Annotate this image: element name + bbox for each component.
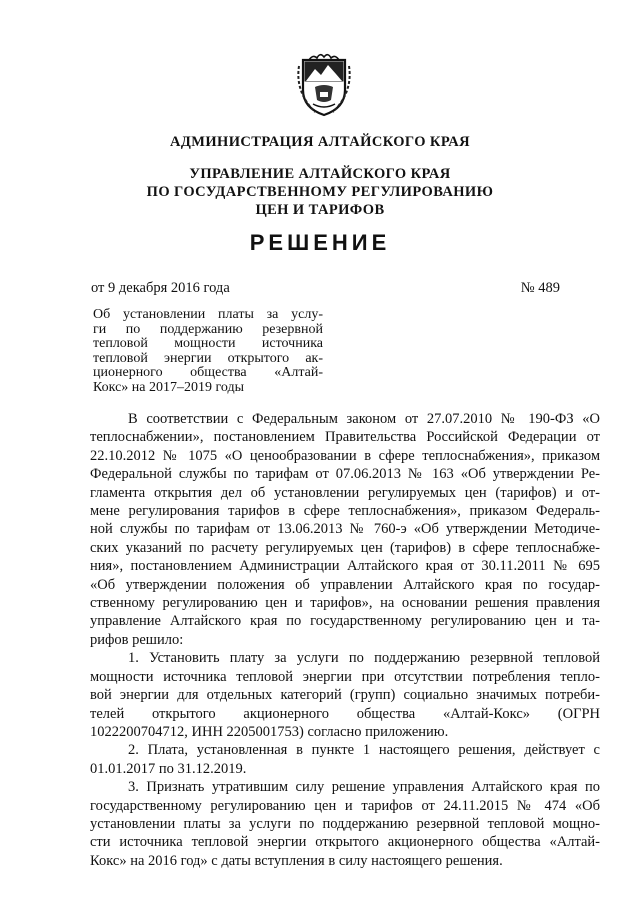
- item2-line: 2. Плата, установленная в пункте 1 настоящего решения, действует с: [128, 742, 600, 759]
- item1-line: вой энергии для отдельных категорий (групп) социально значимых потреби-: [90, 687, 600, 704]
- preamble-line: мене регулирования тарифов в сфере теплоснабжения», приказом Федераль-: [90, 503, 600, 520]
- document-type-title: РЕШЕНИЕ: [249, 230, 391, 255]
- coat-of-arms-emblem: [295, 52, 353, 118]
- preamble-line: теплоснабжении», постановлением Правительства Российской Федерации от: [90, 429, 600, 446]
- item1-line: 1022200704712, ИНН 2205001753) согласно приложению.: [90, 723, 449, 740]
- administration-heading: АДМИНИСТРАЦИЯ АЛТАЙСКОГО КРАЯ: [170, 134, 470, 150]
- preamble-line: ной службы по тарифам от 13.06.2013 № 760-э «Об утверждении Методиче-: [90, 521, 600, 538]
- department-line: УПРАВЛЕНИЕ АЛТАЙСКОГО КРАЯ: [189, 166, 451, 182]
- item3-line: 3. Признать утратившим силу решение управления Алтайского края по: [128, 779, 600, 796]
- department-line: ПО ГОСУДАРСТВЕННОМУ РЕГУЛИРОВАНИЮ: [146, 184, 494, 200]
- preamble-line: ния», постановлением Администрации Алтайского края от 30.11.2011 № 695: [90, 558, 600, 575]
- preamble-line: гламента открытия дел об установлении регулируемых цен (тарифов) и от-: [90, 484, 600, 501]
- item3-line: Кокс» на 2016 год» с даты вступления в силу настоящего решения.: [90, 852, 503, 869]
- subject-line: Об установлении платы за услу-: [93, 307, 323, 322]
- item1-line: 1. Установить плату за услуги по поддержанию резервной тепловой: [128, 650, 600, 667]
- item1-line: телей открытого акционерного общества «Алтай-Кокс» (ОГРН: [90, 705, 600, 722]
- preamble-line: ственному регулированию цен и тарифов», на основании решения правления: [90, 595, 600, 612]
- subject-line: тепловой энергии открытого ак-: [93, 350, 323, 366]
- preamble-line: 22.10.2012 № 1075 «О ценообразовании в сфере теплоснабжения», приказом: [90, 447, 600, 464]
- department-line: ЦЕН И ТАРИФОВ: [255, 202, 385, 218]
- preamble-line: «Об утверждении положения об управлении Алтайского края по государ-: [90, 576, 600, 593]
- preamble-line: ских указаний по расчету регулируемых цен (тарифов) в сфере теплоснабже-: [90, 539, 600, 556]
- preamble-line: В соответствии с Федеральным законом от 27.07.2010 № 190-ФЗ «О: [128, 411, 600, 427]
- document-subject: [93, 308, 323, 396]
- preamble-line: Федеральной службы по тарифам от 07.06.2013 № 163 «Об утверждении Ре-: [90, 466, 600, 483]
- item3-line: государственному регулированию цен и тарифов от 24.11.2015 № 474 «Об: [90, 797, 600, 814]
- document-date: от 9 декабря 2016 года: [91, 280, 230, 296]
- preamble-line: управление Алтайского края по государственному регулированию цен и та-: [90, 613, 600, 630]
- item2-line: 01.01.2017 по 31.12.2019.: [90, 760, 247, 777]
- department-heading: [0, 165, 640, 219]
- subject-line: тепловой мощности источника: [93, 336, 323, 352]
- item3-line: сти источника тепловой энергии открытого акционерного общества «Алтай-: [90, 834, 600, 851]
- subject-line: ги по поддержанию резервной: [93, 321, 323, 337]
- item1-line: мощности источника тепловой энергии при отсутствии потребления тепло-: [90, 668, 600, 685]
- preamble-line: рифов решило:: [90, 631, 184, 648]
- subject-line: Кокс» на 2017–2019 годы: [93, 379, 245, 395]
- document-body: [90, 410, 600, 870]
- document-number: № 489: [520, 280, 560, 296]
- subject-line: ционерного общества «Алтай-: [93, 365, 323, 381]
- item3-line: установлении платы за услуги по поддержанию резервной тепловой мощно-: [90, 815, 600, 832]
